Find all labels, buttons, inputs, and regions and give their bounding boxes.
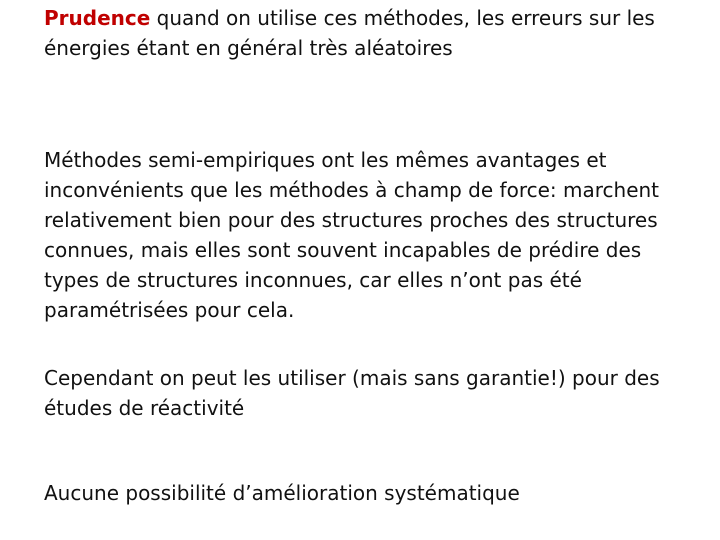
caution-keyword: Prudence [44, 6, 151, 30]
improvement-paragraph: Aucune possibilité d’amélioration systématique [44, 481, 520, 505]
slide-body [44, 0, 684, 540]
reactivity-paragraph: Cependant on peut les utiliser (mais sans garantie!) pour des études de réactivité [44, 366, 660, 420]
caution-text: quand on utilise ces méthodes, les erreurs sur les énergies étant en général très aléatoires [44, 6, 655, 60]
semi-empirical-paragraph: Méthodes semi-empiriques ont les mêmes avantages et inconvénients que les méthodes à champ de force: marchent relativement bien pour des structures proches des structures connues, mais elles sont souvent incapables de prédire des types de structures inconnues, car elles n’ont pas été paramétrisées pour cela. [44, 148, 660, 322]
caution-paragraph [44, 3, 684, 63]
